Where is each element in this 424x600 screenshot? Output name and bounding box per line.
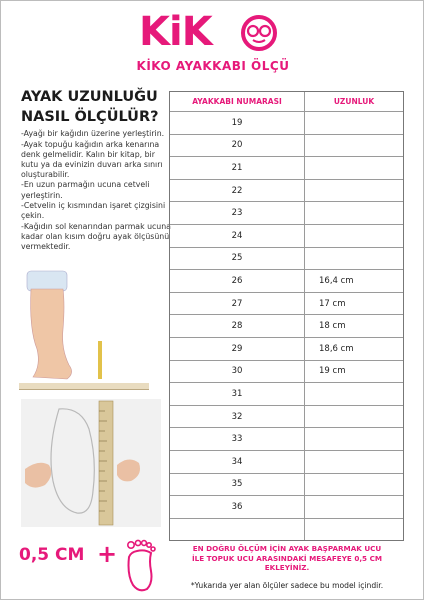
table-row bbox=[170, 405, 403, 428]
table-row bbox=[170, 360, 403, 383]
measurement-note bbox=[169, 544, 405, 573]
table-row bbox=[170, 156, 403, 179]
table-header bbox=[170, 92, 403, 111]
plus-icon: + bbox=[97, 540, 118, 568]
size-cell: 33 bbox=[170, 428, 305, 450]
size-cell: 19 bbox=[170, 112, 305, 134]
size-cell: 22 bbox=[170, 180, 305, 202]
length-cell bbox=[305, 135, 403, 157]
length-cell: 17 cm bbox=[319, 298, 346, 309]
length-cell bbox=[305, 474, 403, 496]
foot-measure-illustration bbox=[19, 269, 169, 529]
table-row bbox=[170, 382, 403, 405]
table-row bbox=[170, 134, 403, 157]
size-cell: 31 bbox=[170, 383, 305, 405]
table-row bbox=[170, 337, 403, 360]
instruction-item: -Cetvelin iç kısmından işaret çizgisini çekin. bbox=[21, 201, 166, 221]
table-row bbox=[170, 201, 403, 224]
table-row bbox=[170, 179, 403, 202]
note-line2: İLE TOPUK UCU ARASINDAKİ MESAFEYE 0,5 CM bbox=[191, 553, 382, 563]
table-row bbox=[170, 518, 403, 541]
logo-text: KiK bbox=[139, 9, 212, 55]
length-cell bbox=[305, 157, 403, 179]
offset-label: 0,5 CM bbox=[19, 545, 85, 565]
size-cell: 29 bbox=[170, 338, 305, 360]
length-cell bbox=[305, 451, 403, 473]
note-line3: EKLEYİNİZ. bbox=[264, 563, 310, 572]
size-cell: 26 bbox=[170, 270, 305, 292]
size-cell bbox=[170, 519, 305, 541]
instruction-item: -En uzun parmağın ucuna cetveli yerleştirin. bbox=[21, 180, 150, 200]
size-cell: 21 bbox=[170, 157, 305, 179]
howto-title-line2: NASIL ÖLÇÜLÜR? bbox=[21, 109, 159, 125]
table-row bbox=[170, 247, 403, 270]
size-cell: 35 bbox=[170, 474, 305, 496]
size-cell: 34 bbox=[170, 451, 305, 473]
kiko-logo bbox=[139, 9, 289, 55]
size-table bbox=[169, 91, 404, 541]
length-cell bbox=[305, 383, 403, 405]
table-row bbox=[170, 427, 403, 450]
page-subtitle: KİKO AYAKKABI ÖLÇÜ bbox=[136, 59, 290, 73]
header-length: UZUNLUK bbox=[333, 97, 375, 106]
length-cell bbox=[305, 496, 403, 518]
length-cell bbox=[305, 428, 403, 450]
length-cell bbox=[305, 225, 403, 247]
instruction-item: -Ayağı bir kağıdın üzerine yerleştirin. bbox=[21, 129, 165, 138]
table-row bbox=[170, 495, 403, 518]
length-cell bbox=[305, 202, 403, 224]
table-row bbox=[170, 450, 403, 473]
length-cell bbox=[305, 180, 403, 202]
footprint-icon bbox=[121, 537, 165, 593]
table-row bbox=[170, 314, 403, 337]
length-cell bbox=[305, 248, 403, 270]
size-cell: 23 bbox=[170, 202, 305, 224]
length-cell bbox=[305, 406, 403, 428]
length-cell: 18 cm bbox=[319, 321, 346, 332]
length-cell: 18,6 cm bbox=[319, 343, 354, 354]
length-cell: 19 cm bbox=[319, 366, 346, 377]
size-cell: 25 bbox=[170, 248, 305, 270]
length-cell bbox=[305, 112, 403, 134]
length-cell: 16,4 cm bbox=[319, 275, 354, 286]
header-size: AYAKKABI NUMARASI bbox=[170, 92, 305, 111]
size-cell: 36 bbox=[170, 496, 305, 518]
instruction-item: -Kağıdın sol kenarından parmak ucuna kadar olan kısım doğru ayak ölçüsünü vermektedir. bbox=[21, 221, 171, 252]
table-row bbox=[170, 224, 403, 247]
table-row bbox=[170, 292, 403, 315]
howto-title bbox=[21, 87, 171, 127]
table-row bbox=[170, 473, 403, 496]
size-cell: 20 bbox=[170, 135, 305, 157]
howto-title-line1: AYAK UZUNLUĞU bbox=[21, 89, 158, 105]
instructions-list bbox=[21, 129, 171, 253]
size-cell: 27 bbox=[170, 293, 305, 315]
instruction-item: -Ayak topuğu kağıdın arka kenarına denk gelmelidir. Kalın bir kitap, bir kutu ya da evinizin duvarı arka sınırı oluşturabilir. bbox=[21, 139, 163, 179]
size-cell: 28 bbox=[170, 315, 305, 337]
note-line1: EN DOĞRU ÖLÇÜM İÇİN AYAK BAŞPARMAK UCU bbox=[192, 544, 382, 553]
table-row bbox=[170, 111, 403, 134]
length-cell bbox=[305, 519, 403, 541]
glasses-face-icon bbox=[241, 15, 277, 51]
size-cell: 24 bbox=[170, 225, 305, 247]
size-cell: 30 bbox=[170, 361, 305, 383]
table-row bbox=[170, 269, 403, 292]
size-cell: 32 bbox=[170, 406, 305, 428]
disclaimer-text: *Yukarıda yer alan ölçüler sadece bu model içindir. bbox=[190, 581, 384, 590]
